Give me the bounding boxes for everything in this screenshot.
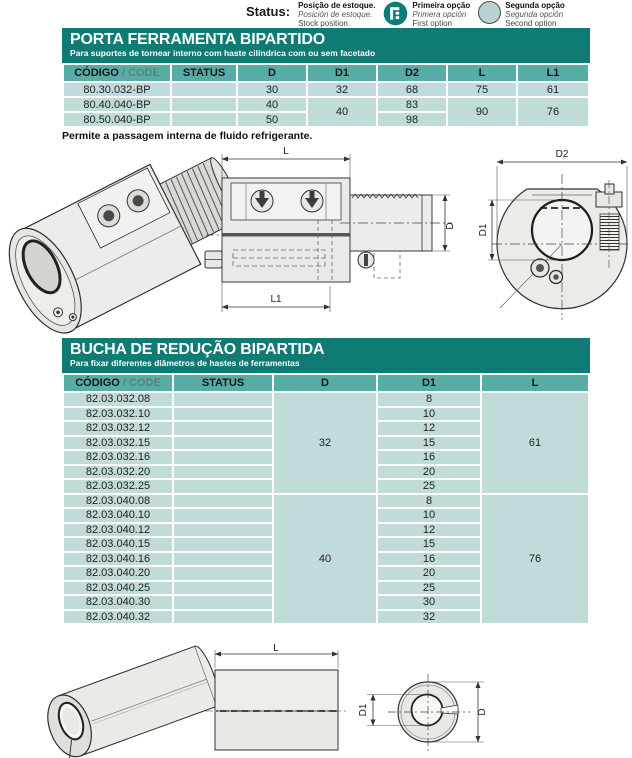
legend-second-pt: Segunda opção	[505, 1, 565, 10]
table-cell	[172, 83, 236, 96]
isometric-view-tool-holder	[0, 140, 258, 338]
table-row	[64, 83, 588, 96]
table-cell	[174, 393, 272, 406]
table-row	[64, 495, 588, 508]
table-cell: 82.03.040.08	[64, 495, 172, 508]
table-cell	[172, 98, 236, 111]
legend-first-pt: Primeira opção	[412, 1, 471, 10]
table-cell: 82.03.032.08	[64, 393, 172, 406]
side-view-tool-holder	[205, 146, 456, 312]
table-cell: 15	[378, 437, 480, 450]
table-cell: 82.03.040.10	[64, 509, 172, 522]
table-cell: 30	[378, 596, 480, 609]
column-header: CÓDIGO / CODE	[64, 65, 170, 81]
second-option-icon	[478, 1, 501, 24]
table-row	[64, 98, 588, 111]
table-cell: 76	[482, 495, 588, 624]
table-cell: 82.03.040.32	[64, 611, 172, 624]
table-cell: 82.03.040.12	[64, 524, 172, 537]
table-cell: 12	[378, 422, 480, 435]
table-row	[64, 393, 588, 406]
isometric-view-bushing	[40, 643, 224, 758]
table-cell: 83	[378, 98, 446, 111]
legend-item-stock	[298, 1, 375, 28]
column-header: D	[274, 375, 376, 391]
table-cell: 61	[518, 83, 588, 96]
legend-first-es: Primera opción	[412, 10, 467, 19]
table-cell	[174, 466, 272, 479]
table-cell: 82.03.040.20	[64, 567, 172, 580]
table-cell: 68	[378, 83, 446, 96]
section-porta-ferramenta	[62, 28, 590, 142]
column-header: D2	[378, 65, 446, 81]
table-cell: 10	[378, 408, 480, 421]
column-header: STATUS	[174, 375, 272, 391]
dimension-label-L1: L1	[270, 294, 282, 305]
table-cell: 61	[482, 393, 588, 493]
table-cell: 32	[308, 83, 376, 96]
table-cell: 82.03.040.30	[64, 596, 172, 609]
table-cell: 76	[518, 98, 588, 126]
section-subtitle: Para fixar diferentes diâmetros de hastes de ferramentas	[70, 358, 300, 368]
table-cell: 90	[448, 98, 516, 126]
table-cell: 40	[274, 495, 376, 624]
status-legend	[246, 1, 565, 28]
side-view-bushing	[205, 643, 348, 750]
section-bucha-reducao	[62, 338, 590, 625]
front-view-tool-holder	[478, 149, 628, 320]
column-header: L	[482, 375, 588, 391]
legend-second-en: Second option	[505, 19, 557, 28]
table-cell: 80.40.040-BP	[64, 98, 170, 111]
table-cell: 98	[378, 113, 446, 126]
table-cell: 12	[378, 524, 480, 537]
table-cell	[174, 582, 272, 595]
table-cell	[174, 567, 272, 580]
dimension-label-D: D	[445, 222, 456, 230]
legend-item-second-option	[478, 1, 565, 28]
column-header: CÓDIGO / CODE	[64, 375, 172, 391]
table-cell: 30	[238, 83, 306, 96]
legend-second-es: Segunda opción	[505, 10, 564, 19]
dimension-label-D: D	[477, 708, 488, 716]
section-subtitle: Para suportes de tornear interno com haste cilíndrica com ou sem facetado	[70, 48, 376, 58]
dimension-label-D1: D1	[358, 703, 369, 717]
table-cell	[174, 437, 272, 450]
table-cell: 82.03.040.15	[64, 538, 172, 551]
table-cell	[174, 553, 272, 566]
table-cell	[174, 480, 272, 493]
column-header: STATUS	[172, 65, 236, 81]
column-header-sub: / CODE	[118, 67, 160, 79]
table-cell: 32	[378, 611, 480, 624]
technical-drawing-porta-ferramenta	[0, 140, 632, 338]
coolant-note: Permite a passagem interna de fluido refrigerante.	[62, 130, 313, 142]
spec-table-bucha	[62, 373, 590, 625]
spec-table-porta-ferramenta	[62, 63, 590, 128]
table-cell	[174, 451, 272, 464]
dimension-label-L: L	[273, 643, 279, 654]
table-cell: 82.03.032.12	[64, 422, 172, 435]
table-cell: 10	[378, 509, 480, 522]
table-cell	[174, 524, 272, 537]
first-option-icon	[383, 1, 408, 26]
table-cell	[172, 113, 236, 126]
table-cell: 16	[378, 553, 480, 566]
column-header: L	[448, 65, 516, 81]
table-cell	[174, 408, 272, 421]
table-cell: 25	[378, 582, 480, 595]
column-header: D1	[378, 375, 480, 391]
table-cell: 8	[378, 495, 480, 508]
table-cell: 82.03.032.25	[64, 480, 172, 493]
table-cell: 82.03.032.10	[64, 408, 172, 421]
technical-drawing-bucha	[0, 642, 632, 758]
table-cell: 40	[308, 98, 376, 126]
table-cell: 32	[274, 393, 376, 493]
table-cell: 82.03.040.25	[64, 582, 172, 595]
table-cell	[174, 509, 272, 522]
legend-stock-pt: Posição de estoque.	[298, 1, 376, 10]
table-cell: 82.03.032.16	[64, 451, 172, 464]
dimension-label-D2: D2	[555, 149, 569, 160]
table-cell: 20	[378, 466, 480, 479]
legend-stock-es: Posición de estoque.	[298, 10, 373, 19]
table-cell: 40	[238, 98, 306, 111]
table-cell: 15	[378, 538, 480, 551]
dimension-label-L: L	[283, 146, 289, 157]
section-title-bar	[62, 338, 590, 373]
table-cell: 50	[238, 113, 306, 126]
table-cell: 82.03.040.16	[64, 553, 172, 566]
legend-item-first-option	[383, 1, 470, 28]
section-title: PORTA FERRAMENTA BIPARTIDO	[70, 31, 325, 48]
table-cell: 82.03.032.15	[64, 437, 172, 450]
table-cell	[174, 538, 272, 551]
table-cell	[174, 596, 272, 609]
table-cell: 82.03.032.20	[64, 466, 172, 479]
table-cell: 20	[378, 567, 480, 580]
table-header-row	[64, 65, 588, 81]
table-cell: 16	[378, 451, 480, 464]
status-label: Status:	[246, 4, 291, 19]
table-cell	[174, 611, 272, 624]
table-cell: 8	[378, 393, 480, 406]
column-header: L1	[518, 65, 588, 81]
table-cell: 75	[448, 83, 516, 96]
table-cell	[174, 422, 272, 435]
table-cell	[174, 495, 272, 508]
table-header-row	[64, 375, 588, 391]
section-title-bar	[62, 28, 590, 63]
table-cell: 80.30.032-BP	[64, 83, 170, 96]
dimension-label-D1: D1	[478, 223, 489, 237]
table-cell: 25	[378, 480, 480, 493]
table-cell: 80.50.040-BP	[64, 113, 170, 126]
front-view-bushing	[358, 674, 488, 754]
legend-stock-en: Stock position.	[298, 19, 351, 28]
column-header: D1	[308, 65, 376, 81]
column-header-sub: / CODE	[119, 377, 161, 389]
section-title: BUCHA DE REDUÇÃO BIPARTIDA	[70, 341, 325, 358]
column-header: D	[238, 65, 306, 81]
legend-first-en: First option	[412, 19, 452, 28]
